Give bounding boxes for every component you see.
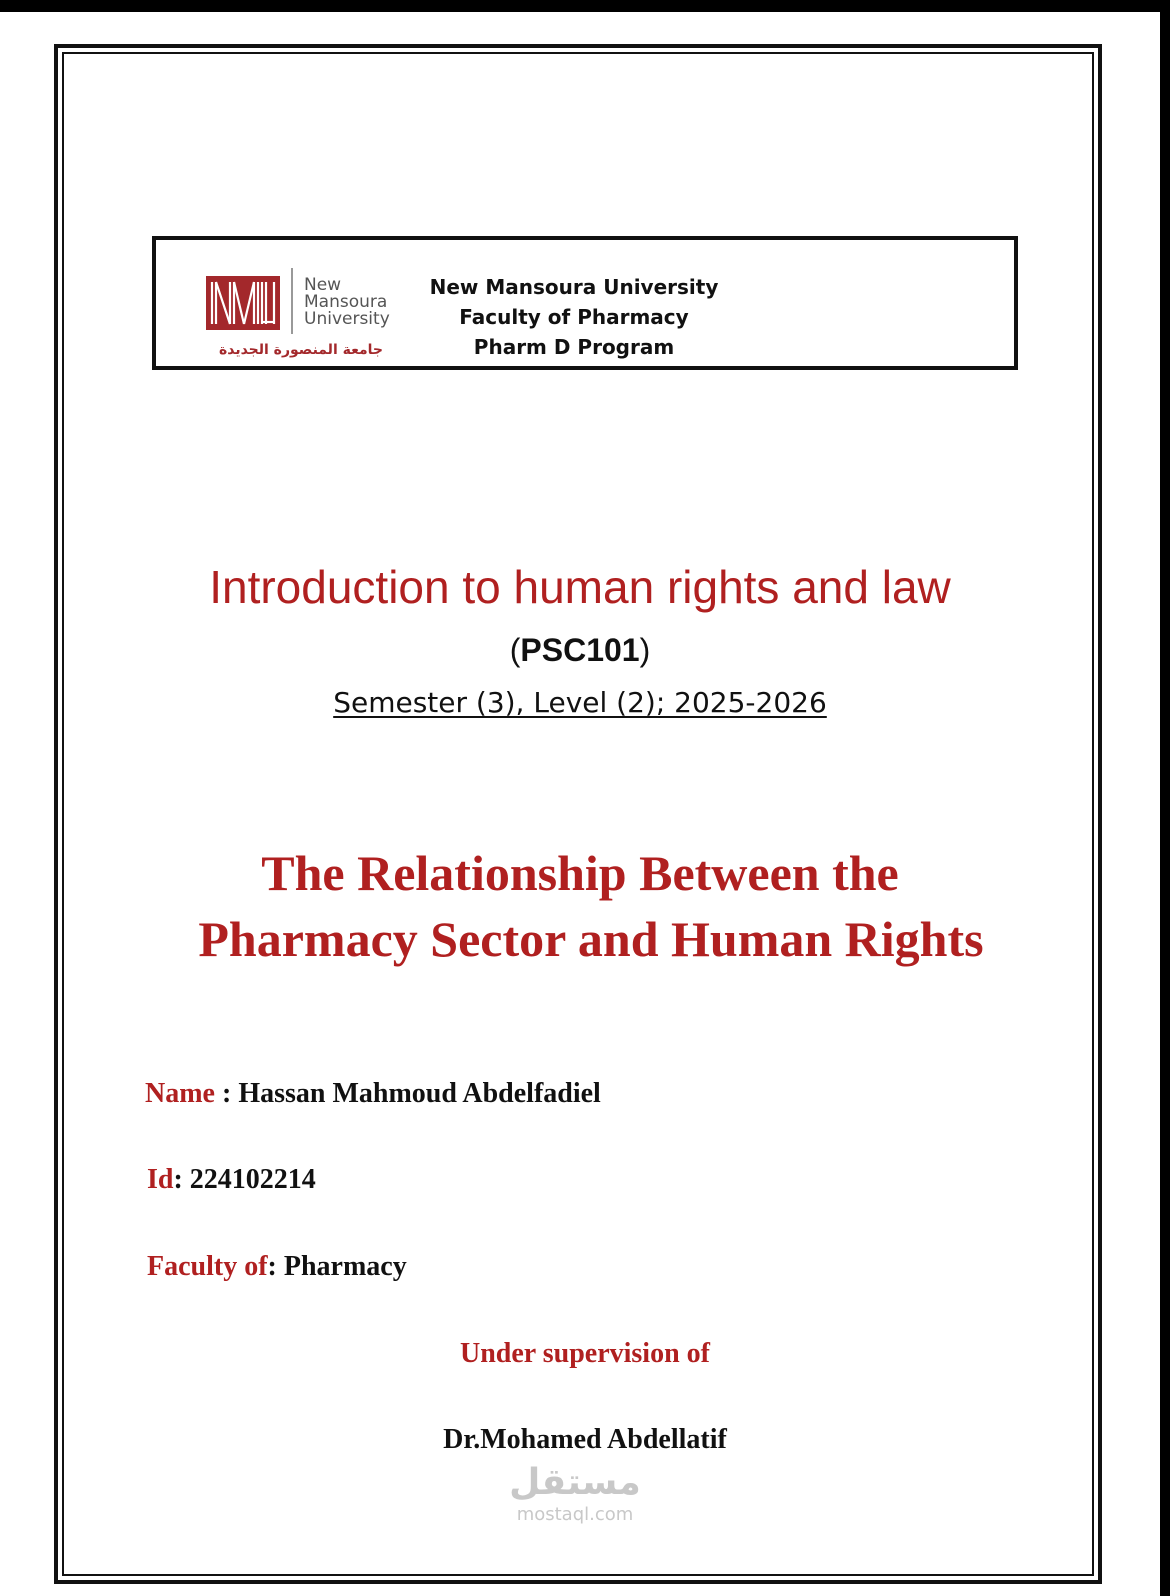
id-label: Id	[147, 1164, 174, 1195]
semester-line	[0, 686, 1160, 719]
paper-title-line1: The Relationship Between the	[261, 845, 899, 901]
faculty-value: Pharmacy	[283, 1251, 407, 1282]
student-name-field: Name : Hassan Mahmoud Abdelfadiel	[145, 1078, 601, 1109]
id-value: 224102214	[189, 1164, 316, 1195]
nmu-logo-icon	[206, 276, 280, 330]
faculty-label: Faculty of	[147, 1251, 268, 1282]
paper-title	[0, 840, 1160, 972]
logo-name-line3: University	[304, 309, 390, 329]
semester-text: Semester (3), Level (2); 2025-2026	[333, 686, 827, 719]
institution-block	[424, 272, 724, 362]
course-code: (PSC101)	[509, 632, 651, 668]
institution-faculty: Faculty of Pharmacy	[459, 305, 689, 329]
name-label: Name	[145, 1078, 215, 1109]
watermark-arabic: مستقل	[509, 1462, 641, 1503]
paper-title-line2: Pharmacy Sector and Human Rights	[198, 911, 984, 967]
logo-arabic-name: جامعة المنصورة الجديدة	[218, 342, 384, 358]
mostaql-watermark	[500, 1462, 650, 1526]
logo-name-line1: New	[304, 275, 342, 295]
supervision-label: Under supervision of	[460, 1338, 710, 1369]
logo-name-line2: Mansoura	[304, 292, 388, 312]
institution-program: Pharm D Program	[473, 335, 675, 359]
student-id-field: Id: 224102214	[147, 1164, 316, 1195]
faculty-field: Faculty of: Pharmacy	[147, 1251, 407, 1282]
course-code-value: PSC101	[520, 632, 640, 668]
name-value: Hassan Mahmoud Abdelfadiel	[238, 1078, 601, 1109]
supervisor-name: Dr.Mohamed Abdellatif	[443, 1424, 727, 1455]
institution-university: New Mansoura University	[429, 275, 719, 299]
university-logo	[206, 266, 420, 358]
course-title: Introduction to human rights and law	[209, 561, 951, 613]
watermark-latin: mostaql.com	[516, 1504, 634, 1525]
